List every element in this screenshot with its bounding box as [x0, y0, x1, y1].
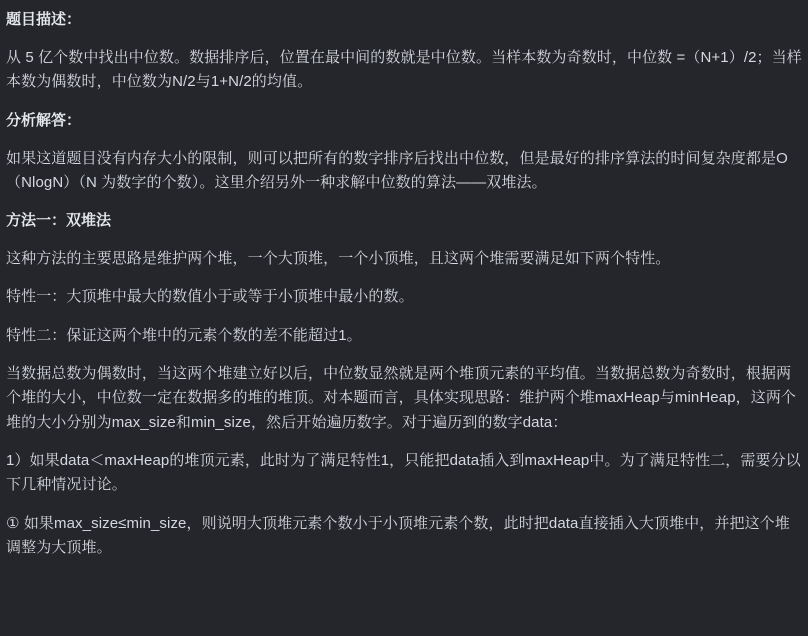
paragraph-case-one: 1）如果data＜maxHeap的堆顶元素，此时为了满足特性1，只能把data插入到maxHeap中。为了满足特性二，需要分以下几种情况讨论。 [6, 451, 801, 494]
paragraph-property-one: 特性一：大顶堆中最大的数值小于或等于小顶堆中最小的数。 [6, 288, 414, 306]
paragraph-method-idea: 这种方法的主要思路是维护两个堆，一个大顶堆，一个小顶堆，且这两个堆需要满足如下两个特性。 [6, 250, 671, 268]
paragraph-even-odd-explanation: 当数据总数为偶数时，当这两个堆建立好以后，中位数显然就是两个堆顶元素的平均值。当数据总数为奇数时，根据两个堆的大小，中位数一定在数据多的堆的堆顶。对本题而言，具体实现思路：维护两个堆maxHeap与minHeap，这两个堆的大小分别为max_size和min_size，然后开始遍历数字。对于遍历到的数字data： [6, 365, 797, 431]
paragraph-problem-statement: 从 5 亿个数中找出中位数。数据排序后，位置在最中间的数就是中位数。当样本数为奇数时，中位数 =（N+1）/2；当样本数为偶数时，中位数为N/2与1+N/2的均值。 [6, 49, 802, 91]
section-heading-analysis: 分析解答： [6, 111, 82, 129]
section-heading-method-one: 方法一：双堆法 [6, 212, 112, 230]
paragraph-analysis: 如果这道题目没有内存大小的限制，则可以把所有的数字排序后找出中位数，但是最好的排序算法的时间复杂度都是O（NlogN）（N 为数字的个数）。这里介绍另外一种求解中位数的算法——双堆法。 [6, 149, 788, 191]
paragraph-property-two: 特性二：保证这两个堆中的元素个数的差不能超过1。 [6, 326, 362, 344]
paragraph-case-one-a: ① 如果max_size≤min_size，则说明大顶堆元素个数小于小顶堆元素个数，此时把data直接插入大顶堆中，并把这个堆调整为大顶堆。 [6, 514, 790, 556]
section-heading-problem-description: 题目描述： [6, 11, 82, 28]
